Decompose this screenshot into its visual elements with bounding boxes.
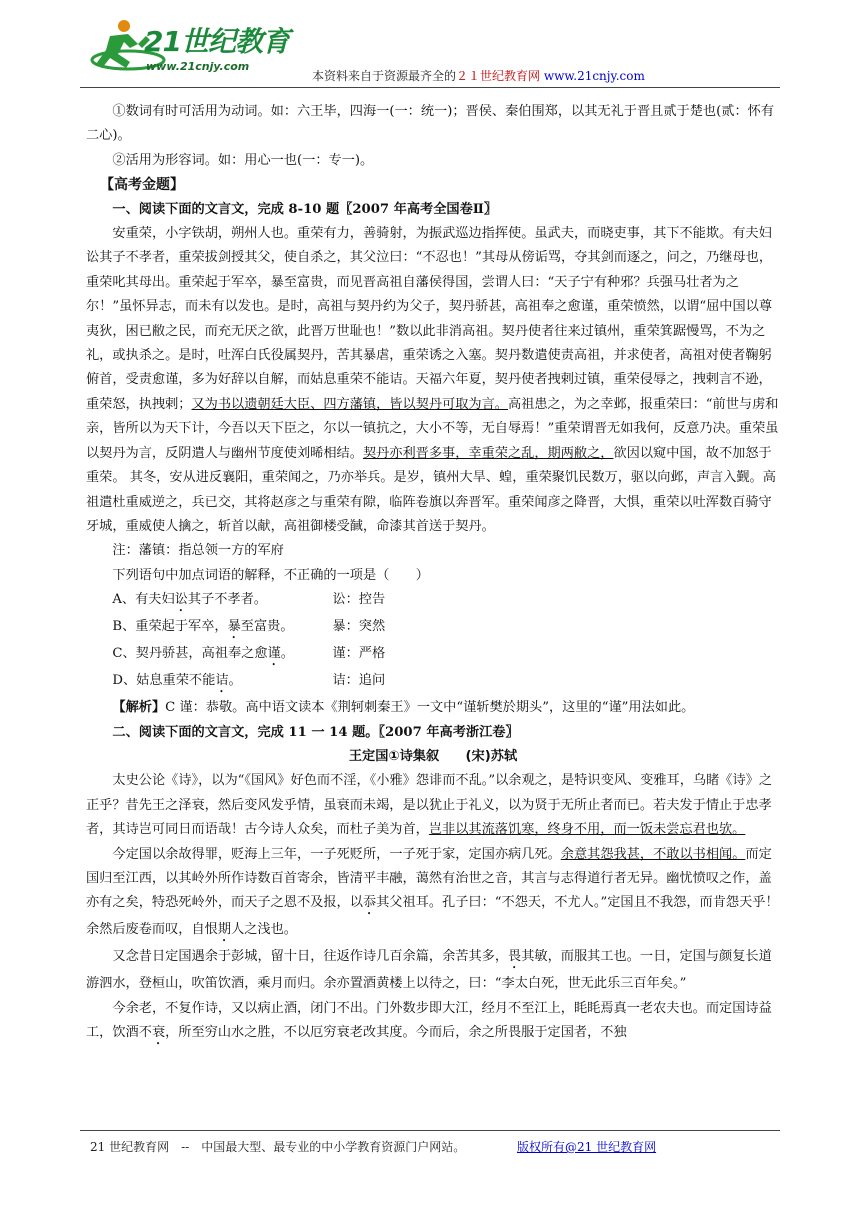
analysis: 【解析】C 谨：恭敬。高中语文读本《荆轲刺秦王》一文中“谨斩樊於期头”，这里的“谨”用法如此。 (112, 700, 695, 716)
footer-copyright-link[interactable]: 版权所有@21 世纪教育网 (517, 1140, 657, 1154)
header-url-link[interactable]: www.21cnjy.com (543, 69, 645, 83)
header-divider (80, 87, 780, 88)
option-d: D、姑息重荣不能诘。 诘：追问 (112, 673, 386, 689)
passage-anchongrong: 安重荣，小字铁胡，朔州人也。重荣有力，善骑射，为振武巡边指挥使。虽武夫，而晓吏事，其下不能欺。有夫妇讼其子不孝者，重荣拔剑授其父，使自杀之，其父泣曰：“不忍也！”其母从傍诟骂，夺其剑而逐之，问之，乃继母也，重荣叱其母出。重荣起于军卒，暴至富贵，而见晋高祖自藩侯得国，尝谓人曰：“天子宁有种邪？兵强马壮者为之尔！”虽怀异志，而未有以发也。是时，高祖与契丹约为父子，契丹骄甚，高祖奉之愈谨，重荣愤然，以谓“屈中国以尊夷狄，困已敝之民，而充无厌之欲，此晋万世耻也！”数以此非消高祖。契丹使者往来过镇州，重荣箕踞慢骂，不为之礼，或执杀之。是时，吐浑白氏役属契丹，苦其暴虐，重荣诱之入塞。契丹数遣使责高祖，并求使者，高祖对使者鞠躬俯首，受责愈谨，多为好辞以自解，而姑息重荣不能诘。天福六年夏，契丹使者拽剌过镇，重荣侵辱之，拽剌言不逊，重荣怒，执拽剌；又为书以遗朝廷大臣、四方藩镇，皆以契丹可取为言。高祖患之，为之幸邺，报重荣曰：“前世与虏和亲，皆所以为天下计，今吾以天下臣之，尔以一镇抗之，大小不等，无自辱焉！”重荣谓晋无如我何，反意乃决。重荣虽以契丹为言，反阴遣人与幽州节度使刘晞相结。契丹亦利晋多事，幸重荣之乱，期两敝之，欲因以窥中国，故不加怒于重荣。 其冬，安从进反襄阳，重荣闻之，乃亦举兵。是岁，镇州大旱、蝗，重荣聚饥民数万，驱以向邺，声言入觐。高祖遣杜重威逆之，兵已交，其将赵彦之与重荣有隙，临阵卷旗以奔晋军。重荣闻彦之降晋，大惧，重荣以吐浑数百骑守牙城，重威使人擒之，斩首以献，高祖御楼受馘，命漆其首送于契丹。 (86, 226, 779, 534)
underlined-sentence-3: 岂非以其流落饥寒，终身不用，而一饭未尝忘君也欤。 (428, 822, 746, 838)
option-c: C、契丹骄甚，高祖奉之愈谨。 谨：严格 (112, 646, 386, 662)
note-fanzhen: 注：藩镇：指总领一方的军府 (112, 543, 284, 559)
question-prompt: 下列语句中加点词语的解释，不正确的一项是（ ） (112, 567, 429, 583)
document-body (86, 100, 780, 1048)
passage-wangdingguo-1: 太史公论《诗》，以为“《国风》好色而不淫，《小雅》怨诽而不乱。”以余观之，是特识变风、变雅耳，乌睹《诗》之正乎？昔先王之泽衰，然后变风发乎情，虽衰而未竭，是以犹止于礼义，以为贤于无所止者而已。若夫发于情止于忠孝者，其诗岂可同日而语哉！古今诗人众矣，而杜子美为首，岂非以其流落饥寒，终身不用，而一饭未尝忘君也欤。 (86, 773, 773, 838)
passage-wangdingguo-2: 今定国以余故得罪，贬海上三年，一子死贬所，一子死于家，定国亦病几死。余意其怨我甚，不敢以书相闻。而定国归至江西，以其岭外所作诗数百首寄余，皆清平丰融，蔼然有治世之音，其言与志得道行者无异。幽忧愤叹之作，盖亦有之矣，特恐死岭外，而天子之恩不及报，以忝其父祖耳。孔子曰：“不怨天，不尤人。”定国且不我怨，而肯怨天乎！余然后废卷而叹，自恨期人之浅也。 (86, 846, 779, 938)
option-a: A、有夫妇讼其子不孝者。 讼：控告 (112, 592, 386, 608)
footer-text: 21 世纪教育网 -- 中国最大型、最专业的中小学教育资源门户网站。 (90, 1140, 466, 1154)
passage-title: 王定国①诗集叙 (宋)苏轼 (348, 748, 518, 764)
header-note: 本资料来自于资源最齐全的２１世纪教育网 www.21cnjy.com (312, 69, 645, 83)
paragraph-numeral-adj: ②活用为形容词。如：用心一也(一：专一)。 (112, 152, 374, 168)
section-heading-exam: 【高考金题】 (100, 177, 184, 194)
underlined-sentence-1: 又为书以遗朝廷大臣、四方藩镇，皆以契丹可取为言。 (191, 396, 508, 412)
passage-wangdingguo-3: 又念昔日定国遇余于彭城，留十日，往返作诗几百余篇，余苦其多，畏其敏，而服其工也。一日，定国与颜复长道游泗水，登桓山，吹笛饮酒，乘月而归。余亦置酒黄楼上以待之，曰：“李太白死，世无此乐三百年矣。” (86, 949, 772, 992)
logo-text: 21世纪教育 (144, 25, 289, 58)
footer-divider (80, 1130, 780, 1131)
header-site-link[interactable]: ２１世纪教育网 (456, 69, 541, 83)
passage-wangdingguo-4: 今余老，不复作诗，又以病止酒，闭门不出。门外数步即大江，经月不至江上，眊眊焉真一老农夫也。而定国诗益工，饮酒不衰，所至穷山水之胜，不以厄穷衰老改其度。今而后，余之所畏服于定国者，不独 (86, 1000, 772, 1041)
logo-url: www.21cnjy.com (146, 60, 250, 73)
paragraph-numeral-verb: ①数词有时可活用为动词。如：六王毕，四海一(一：统一)；晋侯、秦伯围郑，以其无礼于晋且贰于楚也(贰：怀有二心)。 (86, 104, 775, 144)
section-heading-q1: 一、阅读下面的文言文，完成 8-10 题〖2007 年高考全国卷Ⅱ〗 (112, 201, 498, 217)
option-b: B、重荣起于军卒，暴至富贵。 暴：突然 (112, 619, 386, 635)
underlined-sentence-2: 契丹亦利晋多事，幸重荣之乱，期两敝之， (362, 445, 614, 461)
section-heading-q2: 二、阅读下面的文言文，完成 11 一 14 题。〖2007 年高考浙江卷〗 (112, 724, 519, 740)
page-header (0, 0, 860, 96)
underlined-sentence-4: 余意其怨我甚，不敢以书相闻。 (560, 846, 746, 862)
